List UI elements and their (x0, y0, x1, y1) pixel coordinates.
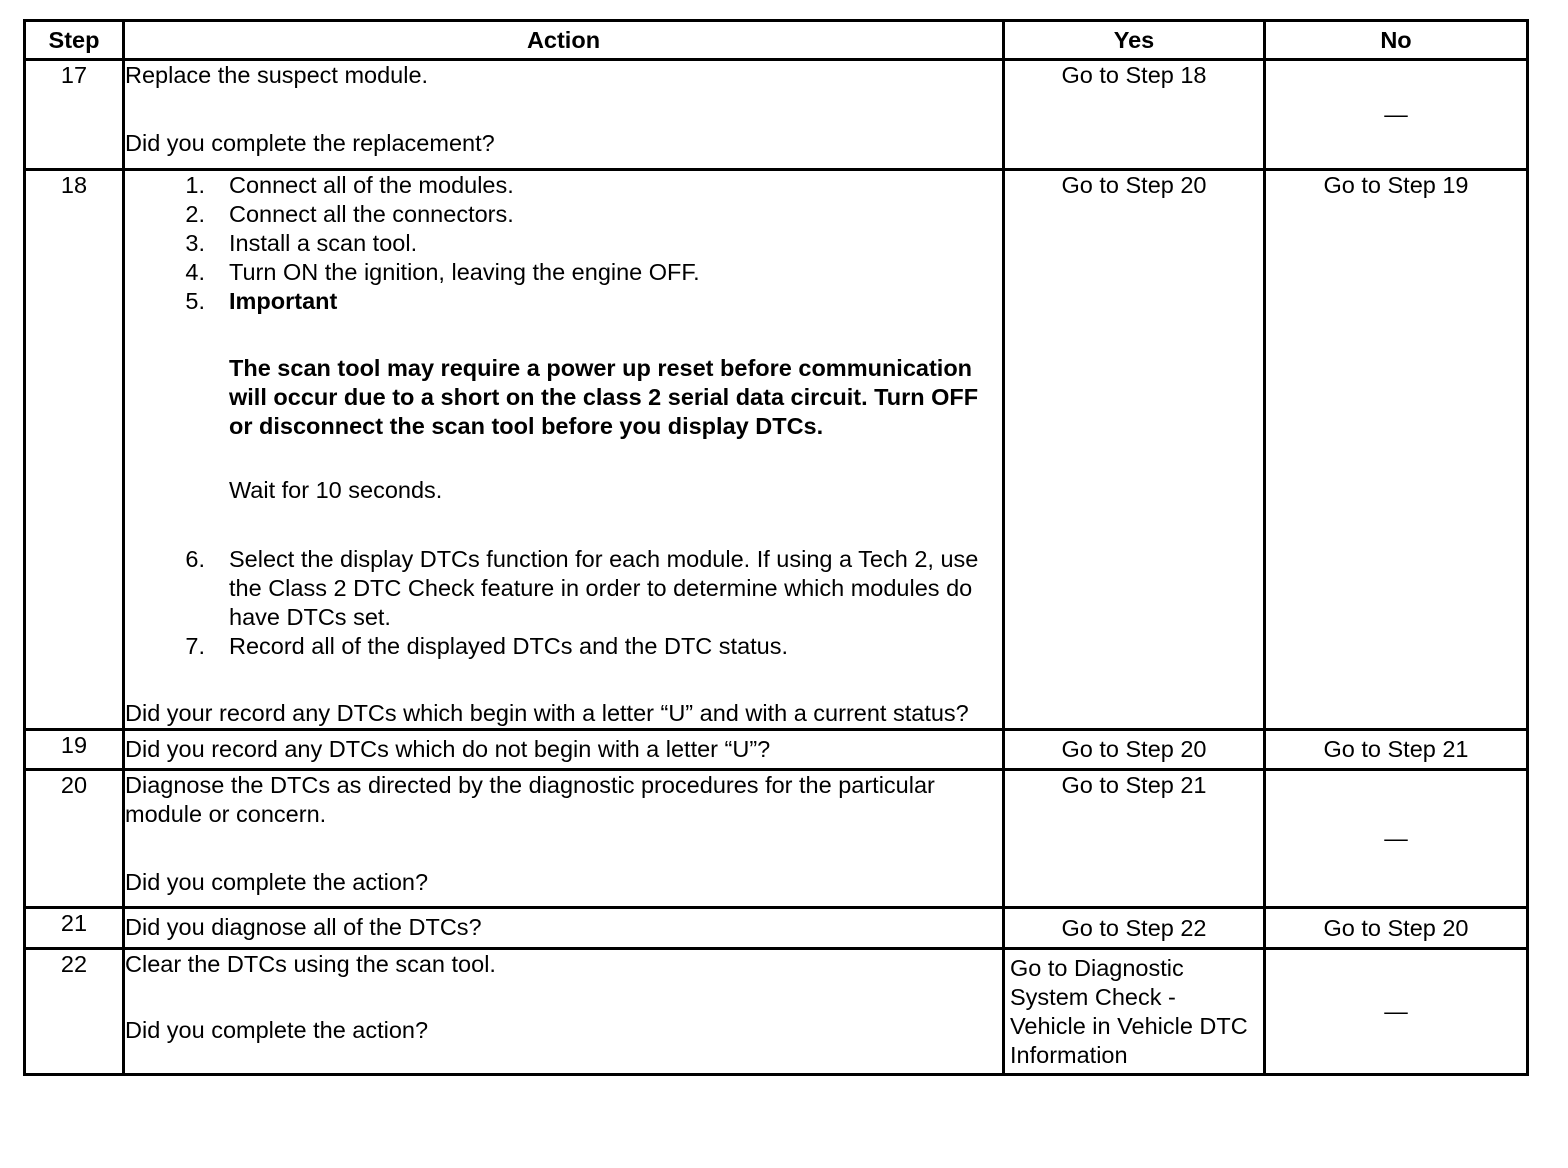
item-text: Connect all the connectors. (229, 201, 514, 227)
action-question: Did you complete the action? (125, 869, 429, 895)
table-row-step-17 (25, 60, 1528, 170)
list-item (125, 171, 1002, 200)
yes-result: Go to Step 21 (1004, 770, 1265, 908)
no-result: — (1265, 60, 1528, 170)
action-question: Did you diagnose all of the DTCs? (124, 908, 1004, 949)
wait-text: Wait for 10 seconds. (229, 477, 443, 503)
step-number: 20 (25, 770, 124, 908)
action-question: Did you record any DTCs which do not begin with a letter “U”? (124, 730, 1004, 770)
item-number: 5. (185, 288, 205, 314)
table-row-step-20 (25, 770, 1528, 908)
no-result: Go to Step 21 (1265, 730, 1528, 770)
action-question: Did you complete the action? (125, 1017, 429, 1043)
item-text: Record all of the displayed DTCs and the DTC status. (229, 633, 789, 659)
yes-result: Go to Step 22 (1004, 908, 1265, 949)
procedure-list (125, 171, 1002, 661)
list-item (125, 632, 1002, 661)
no-result: Go to Step 20 (1265, 908, 1528, 949)
action-question: Did your record any DTCs which begin with a letter “U” and with a current status? (125, 700, 969, 726)
header-yes: Yes (1004, 21, 1265, 60)
item-text: Install a scan tool. (229, 230, 418, 256)
step-number: 18 (25, 170, 124, 730)
list-item (125, 200, 1002, 229)
list-item (125, 545, 1002, 632)
action-text: Diagnose the DTCs as directed by the diagnostic procedures for the particular module or concern. (125, 772, 935, 827)
diagnostic-table (23, 19, 1529, 1076)
header-action: Action (124, 21, 1004, 60)
table-row-step-18 (25, 170, 1528, 730)
yes-result: Go to Step 18 (1004, 60, 1265, 170)
action-cell (124, 60, 1004, 170)
action-cell (124, 170, 1004, 730)
step-number: 22 (25, 949, 124, 1075)
action-text: Replace the suspect module. (125, 62, 429, 88)
item-number: 7. (185, 633, 205, 659)
yes-result: Go to Step 20 (1004, 730, 1265, 770)
no-result: — (1265, 770, 1528, 908)
no-result: Go to Step 19 (1265, 170, 1528, 730)
step-number: 19 (25, 730, 124, 770)
action-question: Did you complete the replacement? (125, 130, 495, 156)
yes-result: Go to Step 20 (1004, 170, 1265, 730)
table-row-step-21 (25, 908, 1528, 949)
important-label: Important (229, 288, 338, 314)
item-text: Turn ON the ignition, leaving the engine OFF. (229, 259, 700, 285)
action-cell (124, 770, 1004, 908)
step-number: 21 (25, 908, 124, 949)
action-text: Clear the DTCs using the scan tool. (125, 951, 496, 977)
header-no: No (1265, 21, 1528, 60)
list-item (125, 258, 1002, 287)
no-result: — (1265, 949, 1528, 1075)
table-row-step-19 (25, 730, 1528, 770)
item-number: 4. (185, 259, 205, 285)
item-number: 3. (185, 230, 205, 256)
header-row (25, 21, 1528, 60)
list-item (125, 229, 1002, 258)
item-text: Connect all of the modules. (229, 172, 514, 198)
yes-result-link: Go to Diagnostic System Check - Vehicle in Vehicle DTC Information (1004, 949, 1265, 1075)
table-row-step-22 (25, 949, 1528, 1075)
header-step: Step (25, 21, 124, 60)
item-number: 2. (185, 201, 205, 227)
item-text: Select the display DTCs function for each module. If using a Tech 2, use the Class 2 DTC Check feature in order to determine which modules do have DTCs set. (229, 546, 979, 630)
step-number: 17 (25, 60, 124, 170)
item-number: 1. (185, 172, 205, 198)
item-number: 6. (185, 546, 205, 572)
action-cell (124, 949, 1004, 1075)
item-text (229, 287, 1002, 545)
list-item (125, 287, 1002, 545)
important-note: The scan tool may require a power up reset before communication will occur due to a short on the class 2 serial data circuit. Turn OFF or disconnect the scan tool before you display DTCs. (229, 355, 979, 439)
